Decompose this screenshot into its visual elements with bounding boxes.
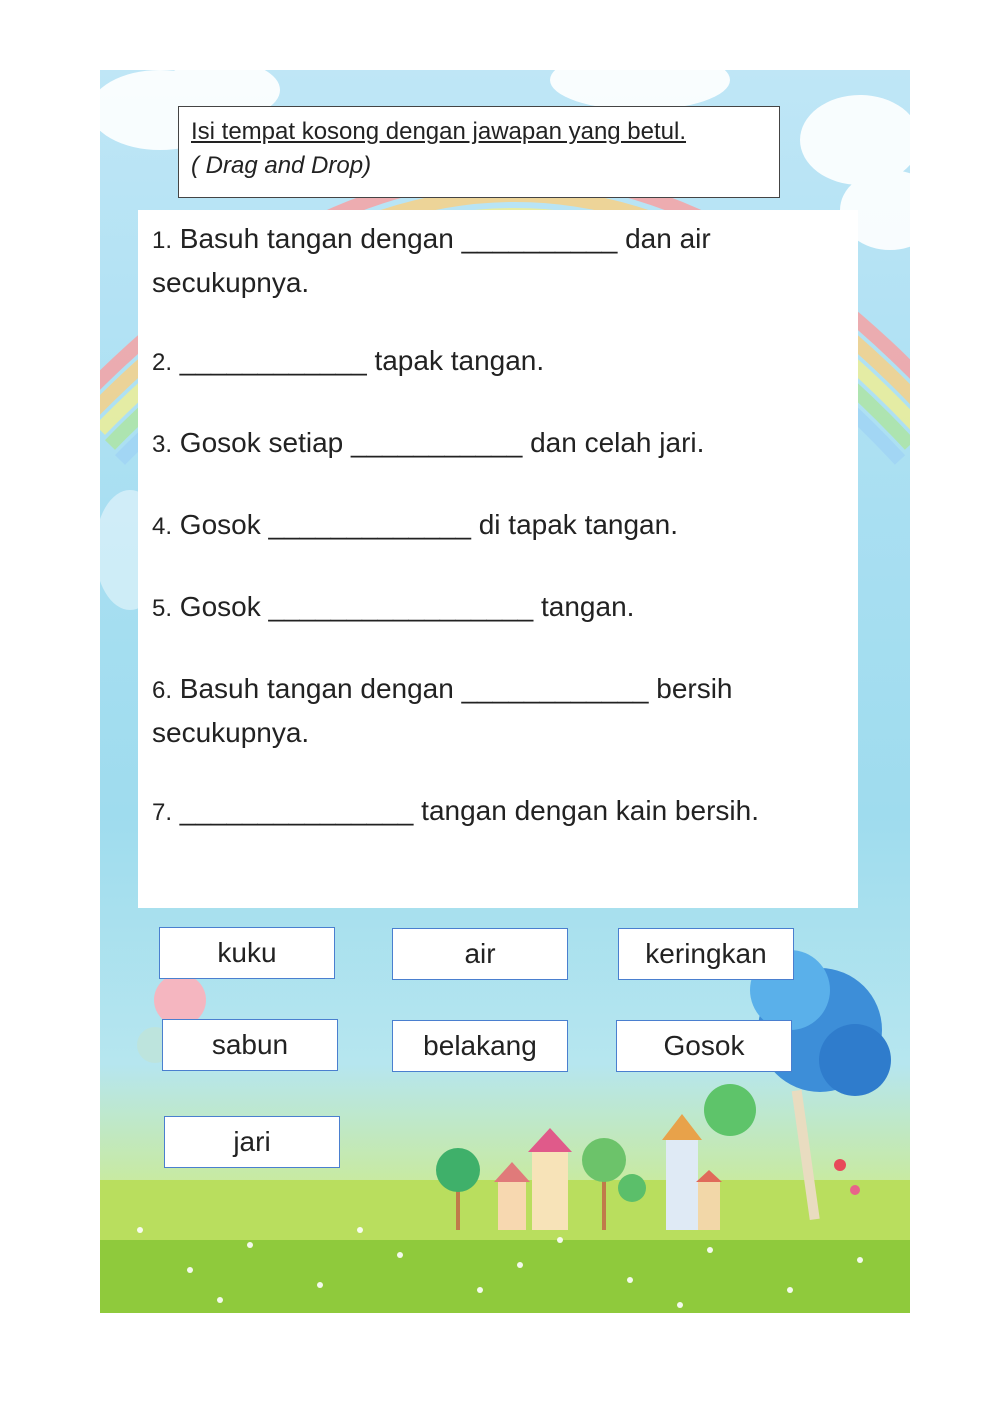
- answer-chip-belakang[interactable]: belakang: [392, 1020, 568, 1072]
- question-text: Gosok _________________ tangan.: [172, 591, 635, 622]
- question-number: 3.: [152, 431, 173, 458]
- question-text: Basuh tangan dengan __________ dan air: [172, 223, 711, 254]
- answer-chip-sabun[interactable]: sabun: [162, 1019, 338, 1071]
- question-panel: [138, 210, 858, 908]
- answer-chip-air[interactable]: air: [392, 928, 568, 980]
- question-4: [152, 504, 678, 548]
- instruction-box: [178, 106, 780, 198]
- instruction-title: Isi tempat kosong dengan jawapan yang betul.: [191, 118, 687, 145]
- question-number: 1.: [152, 227, 173, 254]
- question-number: 2.: [152, 349, 173, 376]
- answer-chip-kuku[interactable]: kuku: [159, 927, 335, 979]
- question-text: Gosok _____________ di tapak tangan.: [172, 509, 678, 540]
- question-6: [152, 668, 733, 754]
- answer-chip-keringkan[interactable]: keringkan: [618, 928, 794, 980]
- question-text: _______________ tangan dengan kain bersih.: [172, 795, 759, 826]
- question-number: 4.: [152, 513, 173, 540]
- answer-chip-jari[interactable]: jari: [164, 1116, 340, 1168]
- question-number: 6.: [152, 677, 173, 704]
- question-number: 5.: [152, 595, 173, 622]
- question-3: [152, 422, 704, 466]
- question-7: [152, 790, 759, 834]
- question-text-cont: secukupnya.: [152, 717, 310, 748]
- question-2: [152, 340, 544, 384]
- question-1: [152, 218, 711, 304]
- question-5: [152, 586, 634, 630]
- instruction-subtitle: ( Drag and Drop): [191, 152, 372, 179]
- answer-chip-gosok[interactable]: Gosok: [616, 1020, 792, 1072]
- question-number: 7.: [152, 799, 173, 826]
- question-text: Basuh tangan dengan ____________ bersih: [172, 673, 733, 704]
- question-text: Gosok setiap ___________ dan celah jari.: [172, 427, 705, 458]
- question-text: ____________ tapak tangan.: [172, 345, 545, 376]
- question-text-cont: secukupnya.: [152, 267, 310, 298]
